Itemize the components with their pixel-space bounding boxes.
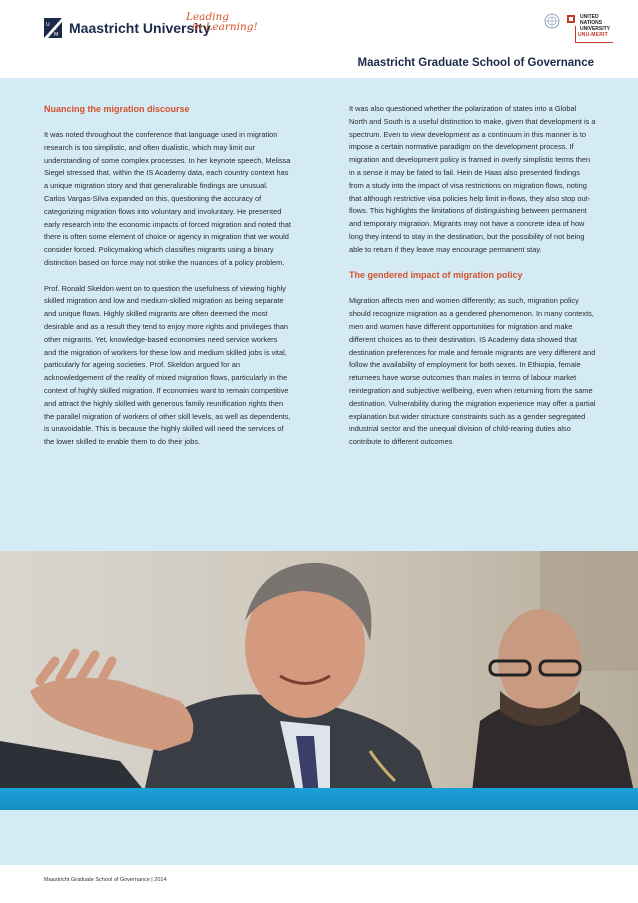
left-paragraph-1: It was noted throughout the conference that language used in migration research is too simplistic, and often dualistic, which may limit our understanding of some complex processes. In her keynote speech, Melissa Siegel stressed that, within the IS Academy data, each country context has a unique migration story and that generalizable findings are unusual. Carlos Vargas-Silva expanded on this, questioning the accuracy of categorizing migration flows into voluntary and involuntary. He presented early research into the economic impacts of forced migration and noted that there is often some element of choice or agency in migration that we would consider forced. Policymaking which classifies migrants using a binary distinction based on force may not strike the nuances of a policy problem. (44, 130, 291, 267)
school-title: Maastricht Graduate School of Governance (357, 57, 594, 69)
photo-illustration (0, 551, 638, 810)
footer-text: Maastricht Graduate School of Governance | 2014 (44, 877, 167, 883)
section-heading-nuancing: Nuancing the migration discourse (44, 104, 190, 114)
left-paragraph-2: Prof. Ronald Skeldon went on to question the usefulness of viewing highly skilled migration and low and medium-skilled migration as being separate and unique flows. Highly skilled migrants are often deemed the most desirable and as a result they tend to enjoy more rights and privileges than other migrants. Yet, knowledge-based economies need service workers and the migration of workers for these low and medium skilled jobs is vital, particularly for ageing societies. Prof. Skeldon argued for an acknowledgement of the reality of mixed migration flows, particularly in the context of highly skilled migration. If economies want to remain competitive and attract the highly skilled with generous family reunification rights then the parallel migration of workers of other skill levels, as well as dependents, is unavoidable. This is because the highly skilled will need the services of the lower skilled to enable them to do their jobs. (44, 283, 291, 447)
right-paragraph-1: It was also questioned whether the polarization of states into a Global North and South is a useful distinction to make, given that development is a spectrum. Even to view development as a continuum in this manner is to impose a certain normative paradigm on the development process. If migration and development policy is framed in overly simplistic terms then in a sense it may be fated to fail. Hein de Haas also presented findings from a study into the impact of visa restrictions on migration flows, noting that although restrictive visa policies help limit in-flows, they also stop out-flows. This highlights the limitations of distinguishing between permanent and temporary migration. Migrants may not have a concrete idea of how long they intend to stay in the destination, but the possibility of not being able to return if they leave may encourage permanent stay. (349, 104, 596, 254)
university-name: Maastricht University (69, 20, 211, 36)
svg-text:U: U (46, 22, 50, 28)
page-header (0, 0, 638, 78)
right-column (349, 103, 596, 462)
left-column (44, 103, 291, 462)
unu-red-rule-vertical (575, 26, 576, 42)
unu-merit-label: UNU-MERIT (578, 32, 608, 38)
right-paragraph-2: Migration affects men and women differently; as such, migration policy should recognize migration as a gendered phenomenon. In many contexts, men and women have different opportunities for migration and make different choices as to their destination. IS Academy data showed that destination preferences for male and female migrants are very different and follow the availability of employment for both sexes. In Ethiopia, female returnees have worse outcomes than males in terms of labour market reintegration and subjective wellbeing, even when returning from the same destination. Vulnerability during the migration experience may offer a partial explanation but wider structure constraints such as a gender segregated industrial sector and the unequal division of child-rearing duties also contribute to different outcomes (349, 296, 596, 447)
section-heading-gendered: The gendered impact of migration policy (349, 270, 523, 281)
maastricht-university-logo-icon (44, 18, 62, 38)
tagline-line-1: Leading (186, 11, 230, 23)
unu-name (580, 14, 620, 32)
article-body (44, 103, 596, 462)
university-tagline (186, 12, 258, 32)
svg-text:M: M (54, 32, 59, 38)
conference-speaker-photo (0, 551, 638, 810)
un-emblem-icon (543, 12, 561, 30)
unu-red-rule-horizontal (575, 42, 613, 43)
unu-name-line-1: UNITED NATIONS (580, 14, 603, 26)
tagline-line-2: in Learning! (192, 21, 258, 33)
unu-name-line-2: UNIVERSITY (580, 26, 611, 32)
